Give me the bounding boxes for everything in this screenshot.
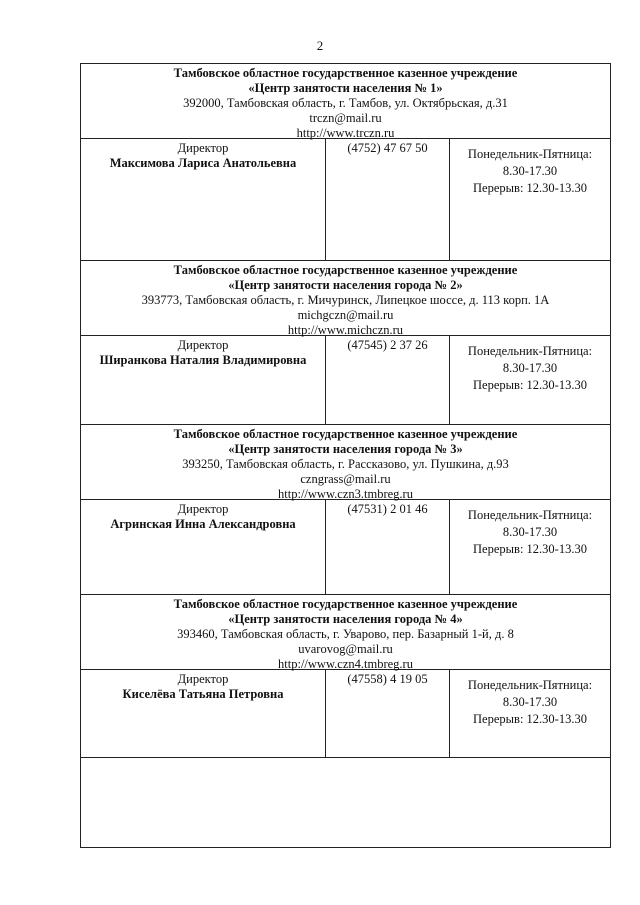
org-address: 393460, Тамбовская область, г. Уварово, пер. Базарный 1-й, д. 8 <box>177 627 514 641</box>
org-header-1 <box>81 64 610 139</box>
director-position: Директор <box>177 502 229 516</box>
org-type: Тамбовское областное государственное казенное учреждение <box>173 427 518 441</box>
schedule-days: Понедельник-Пятница: <box>467 678 593 692</box>
org-type: Тамбовское областное государственное казенное учреждение <box>173 597 518 611</box>
director-row-2 <box>81 336 610 425</box>
director-cell <box>81 500 326 594</box>
org-website: http://www.trczn.ru <box>296 126 395 140</box>
director-cell <box>81 139 326 260</box>
org-email: trczn@mail.ru <box>309 111 382 125</box>
director-name: Ширанкова Наталия Владимировна <box>99 353 307 367</box>
director-position: Директор <box>177 672 229 686</box>
org-type: Тамбовское областное государственное казенное учреждение <box>173 66 518 80</box>
schedule-cell <box>450 139 610 260</box>
org-name: «Центр занятости населения города № 2» <box>228 278 463 292</box>
org-email: czngrass@mail.ru <box>300 472 391 486</box>
org-name: «Центр занятости населения города № 4» <box>228 612 463 626</box>
phone-cell: (47558) 4 19 05 <box>326 670 450 757</box>
org-address: 393773, Тамбовская область, г. Мичуринск, Липецкое шоссе, д. 113 корп. 1А <box>141 293 550 307</box>
director-row-1 <box>81 139 610 261</box>
schedule-cell <box>450 500 610 594</box>
org-address: 393250, Тамбовская область, г. Рассказово, ул. Пушкина, д.93 <box>182 457 509 471</box>
org-website: http://www.czn3.tmbreg.ru <box>278 487 413 501</box>
schedule-break: Перерыв: 12.30-13.30 <box>473 712 587 726</box>
director-name: Максимова Лариса Анатольевна <box>109 156 297 170</box>
schedule-days: Понедельник-Пятница: <box>467 147 593 161</box>
schedule-hours: 8.30-17.30 <box>502 361 558 375</box>
director-name: Агринская Инна Александровна <box>110 517 296 531</box>
schedule-break: Перерыв: 12.30-13.30 <box>473 542 587 556</box>
schedule-days: Понедельник-Пятница: <box>467 344 593 358</box>
phone-cell: (47545) 2 37 26 <box>326 336 450 424</box>
empty-row <box>81 758 610 847</box>
org-name: «Центр занятости населения города № 3» <box>228 442 463 456</box>
schedule-hours: 8.30-17.30 <box>502 525 558 539</box>
org-website: http://www.michczn.ru <box>287 323 404 337</box>
phone-cell: (4752) 47 67 50 <box>326 139 450 260</box>
org-email: uvarovog@mail.ru <box>298 642 393 656</box>
org-header-2 <box>81 261 610 336</box>
director-row-3 <box>81 500 610 595</box>
schedule-break: Перерыв: 12.30-13.30 <box>473 378 587 392</box>
director-name: Киселёва Татьяна Петровна <box>122 687 284 701</box>
org-type: Тамбовское областное государственное казенное учреждение <box>173 263 518 277</box>
org-email: michgczn@mail.ru <box>297 308 394 322</box>
phone-cell: (47531) 2 01 46 <box>326 500 450 594</box>
director-row-4 <box>81 670 610 758</box>
schedule-cell <box>450 670 610 757</box>
schedule-hours: 8.30-17.30 <box>502 164 558 178</box>
institutions-table <box>80 63 611 848</box>
org-website: http://www.czn4.tmbreg.ru <box>278 657 413 671</box>
schedule-days: Понедельник-Пятница: <box>467 508 593 522</box>
director-cell <box>81 670 326 757</box>
org-address: 392000, Тамбовская область, г. Тамбов, ул. Октябрьская, д.31 <box>183 96 508 110</box>
org-name: «Центр занятости населения № 1» <box>248 81 443 95</box>
director-position: Директор <box>177 141 229 155</box>
director-cell <box>81 336 326 424</box>
schedule-break: Перерыв: 12.30-13.30 <box>473 181 587 195</box>
page-number: 2 <box>316 38 324 53</box>
org-header-3 <box>81 425 610 500</box>
schedule-hours: 8.30-17.30 <box>502 695 558 709</box>
director-position: Директор <box>177 338 229 352</box>
schedule-cell <box>450 336 610 424</box>
org-header-4 <box>81 595 610 670</box>
